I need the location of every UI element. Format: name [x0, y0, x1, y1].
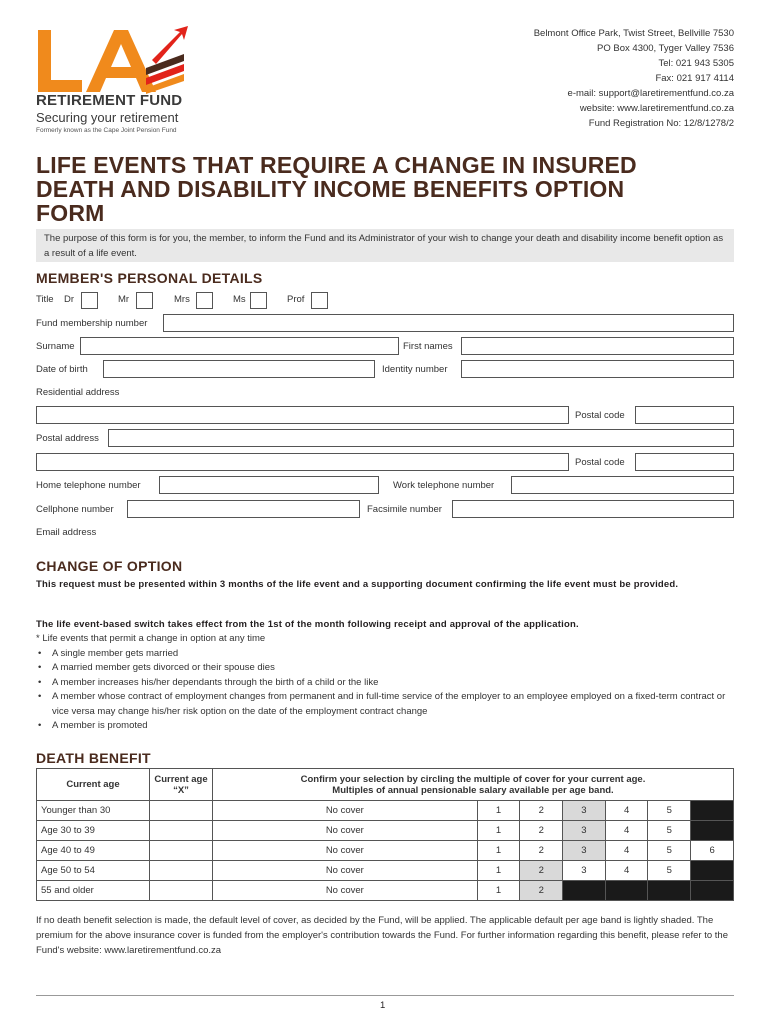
list-item: • A member whose contract of employment changes from permanent and in full-time service of the employer to an employee employed on a fixed-term contract or vice versa may change his/her risk option on the date of the employment contract change	[36, 690, 736, 719]
list-item: • A member is promoted	[36, 719, 736, 734]
age-band: Age 40 to 49	[37, 841, 150, 861]
contact-fax: Fax: 021 917 4114	[655, 73, 734, 84]
id-number-input[interactable]	[461, 360, 734, 378]
list-item: • A member increases his/her dependants through the birth of a child or the like	[36, 676, 736, 691]
current-age-x-cell[interactable]	[150, 861, 213, 881]
logo-letter-l	[38, 30, 82, 92]
logo-title: RETIREMENT FUND	[36, 92, 183, 109]
life-events-intro: * Life events that permit a change in option at any time	[36, 633, 266, 644]
current-age-x-cell[interactable]	[150, 801, 213, 821]
postal-address-line2-input[interactable]	[36, 453, 569, 471]
title-mrs-label: Mrs	[174, 294, 190, 305]
life-events-list	[36, 632, 736, 734]
col-confirm-line2: Multiples of annual pensionable salary available per age band.	[332, 784, 614, 796]
page-number: 1	[380, 1000, 386, 1011]
residential-label: Residential address	[36, 387, 120, 398]
logo-formerly: Formerly known as the Cape Joint Pension Fund	[36, 127, 177, 134]
title-prof-checkbox[interactable]	[311, 292, 328, 309]
residential-input[interactable]	[36, 406, 569, 424]
unavailable-cell	[691, 861, 734, 881]
option-cell[interactable]: 4	[605, 821, 648, 841]
option-cell[interactable]: No cover	[213, 841, 478, 861]
contact-email: e-mail: support@laretirementfund.co.za	[567, 88, 734, 99]
death-benefit-footnote: If no death benefit selection is made, the default level of cover, as decided by the Fund, will be applied. The applicable default per age band is lightly shaded. The premium for the above insurance cover is funded from the employer's contribution towards the Fund. For further information regarding this benefit, please refer to the Fund's website: www.laretirementfund.co.za	[36, 915, 728, 956]
home-tel-label: Home telephone number	[36, 480, 141, 491]
title-ms-label: Ms	[233, 294, 246, 305]
logo-letter-a	[86, 30, 156, 92]
option-cell[interactable]: 1	[477, 861, 520, 881]
contact-address: Belmont Office Park, Twist Street, Bellville 7530	[533, 28, 734, 39]
title-dr-checkbox[interactable]	[81, 292, 98, 309]
unavailable-cell	[691, 881, 734, 901]
la-logo	[34, 24, 194, 94]
col-current-age: Current age	[37, 769, 150, 801]
residential-postal-code-input[interactable]	[635, 406, 734, 424]
first-names-label: First names	[403, 341, 453, 352]
work-tel-label: Work telephone number	[393, 480, 495, 491]
option-cell[interactable]: 4	[605, 861, 648, 881]
residential-postal-code-label: Postal code	[575, 410, 625, 421]
surname-input[interactable]	[80, 337, 399, 355]
death-benefit-table	[36, 768, 734, 901]
col-current-age-x: Current age “X”	[150, 769, 213, 801]
option-cell[interactable]: 1	[477, 881, 520, 901]
postal-code-input[interactable]	[635, 453, 734, 471]
unavailable-cell	[605, 881, 648, 901]
contact-tel: Tel: 021 943 5305	[658, 58, 734, 69]
cellphone-input[interactable]	[127, 500, 360, 518]
option-cell[interactable]: 5	[648, 861, 691, 881]
option-cell[interactable]: 4	[605, 801, 648, 821]
option-cell[interactable]: 4	[605, 841, 648, 861]
fax-label: Facsimile number	[367, 504, 442, 515]
postal-address-input[interactable]	[108, 429, 734, 447]
option-cell[interactable]: No cover	[213, 801, 478, 821]
table-row	[37, 841, 734, 861]
table-row	[37, 881, 734, 901]
table-row	[37, 821, 734, 841]
option-cell[interactable]: 2	[520, 801, 563, 821]
option-cell[interactable]: No cover	[213, 821, 478, 841]
title-label: Title	[36, 294, 54, 305]
option-cell[interactable]: 2	[520, 841, 563, 861]
title-mrs-checkbox[interactable]	[196, 292, 213, 309]
purpose-text: The purpose of this form is for you, the member, to inform the Fund and its Administrator of your wish to change your death and disability income benefit option as a result of a life event.	[36, 229, 734, 262]
unavailable-cell	[691, 821, 734, 841]
contact-website: website: www.laretirementfund.co.za	[579, 103, 734, 114]
cellphone-label: Cellphone number	[36, 504, 114, 515]
unavailable-cell	[691, 801, 734, 821]
form-title: LIFE EVENTS THAT REQUIRE A CHANGE IN INSURED DEATH AND DISABILITY INCOME BENEFITS OPTION FORM	[36, 152, 637, 226]
col-confirm-line1: Confirm your selection by circling the multiple of cover for your current age.	[300, 773, 646, 785]
home-tel-input[interactable]	[159, 476, 379, 494]
membership-input[interactable]	[163, 314, 734, 332]
membership-label: Fund membership number	[36, 318, 148, 329]
option-cell[interactable]: 5	[648, 841, 691, 861]
work-tel-input[interactable]	[511, 476, 734, 494]
title-ms-checkbox[interactable]	[250, 292, 267, 309]
option-cell[interactable]: 1	[477, 821, 520, 841]
age-band: Younger than 30	[37, 801, 150, 821]
col-confirm	[213, 769, 734, 801]
option-cell-default[interactable]: 3	[563, 821, 606, 841]
change-option-heading: CHANGE OF OPTION	[36, 558, 183, 574]
table-row	[37, 801, 734, 821]
title-prof-label: Prof	[287, 294, 305, 305]
change-option-p1: This request must be presented within 3 months of the life event and a supporting document confirming the life event must be provided.	[36, 579, 679, 590]
list-item: • A single member gets married	[36, 647, 736, 662]
change-option-p2: The life event-based switch takes effect from the 1st of the month following receipt and approval of the application.	[36, 619, 579, 630]
list-item: • A married member gets divorced or their spouse dies	[36, 661, 736, 676]
age-band: 55 and older	[37, 881, 150, 901]
surname-label: Surname	[36, 341, 75, 352]
postal-address-label: Postal address	[36, 433, 99, 444]
option-cell[interactable]: 1	[477, 841, 520, 861]
postal-code-label: Postal code	[575, 457, 625, 468]
fax-input[interactable]	[452, 500, 734, 518]
option-cell-default[interactable]: 3	[563, 841, 606, 861]
title-mr-label: Mr	[118, 294, 130, 305]
option-cell-default[interactable]: 2	[520, 881, 563, 901]
footer-divider	[36, 995, 734, 996]
option-cell-default[interactable]: 2	[520, 861, 563, 881]
option-cell[interactable]: 6	[691, 841, 734, 861]
logo-tagline: Securing your retirement	[36, 110, 179, 125]
personal-details-heading: MEMBER'S PERSONAL DETAILS	[36, 270, 263, 286]
age-band: Age 30 to 39	[37, 821, 150, 841]
option-cell[interactable]: 3	[563, 861, 606, 881]
option-cell[interactable]: 2	[520, 821, 563, 841]
option-cell[interactable]: 1	[477, 801, 520, 821]
title-dr-label: Dr	[64, 294, 75, 305]
email-label: Email address	[36, 527, 97, 538]
contact-details	[534, 26, 734, 131]
title-mr-checkbox[interactable]	[136, 292, 153, 309]
option-cell[interactable]: No cover	[213, 881, 478, 901]
current-age-x-cell[interactable]	[150, 881, 213, 901]
unavailable-cell	[648, 881, 691, 901]
death-benefit-heading: DEATH BENEFIT	[36, 750, 151, 766]
first-names-input[interactable]	[461, 337, 734, 355]
dob-label: Date of birth	[36, 364, 88, 375]
id-number-label: Identity number	[382, 364, 448, 375]
contact-po-box: PO Box 4300, Tyger Valley 7536	[597, 43, 734, 54]
option-cell[interactable]: No cover	[213, 861, 478, 881]
option-cell[interactable]: 5	[648, 801, 691, 821]
unavailable-cell	[563, 881, 606, 901]
option-cell-default[interactable]: 3	[563, 801, 606, 821]
table-row	[37, 861, 734, 881]
current-age-x-cell[interactable]	[150, 821, 213, 841]
age-band: Age 50 to 54	[37, 861, 150, 881]
option-cell[interactable]: 5	[648, 821, 691, 841]
dob-input[interactable]	[103, 360, 375, 378]
contact-registration: Fund Registration No: 12/8/1278/2	[588, 118, 734, 129]
current-age-x-cell[interactable]	[150, 841, 213, 861]
